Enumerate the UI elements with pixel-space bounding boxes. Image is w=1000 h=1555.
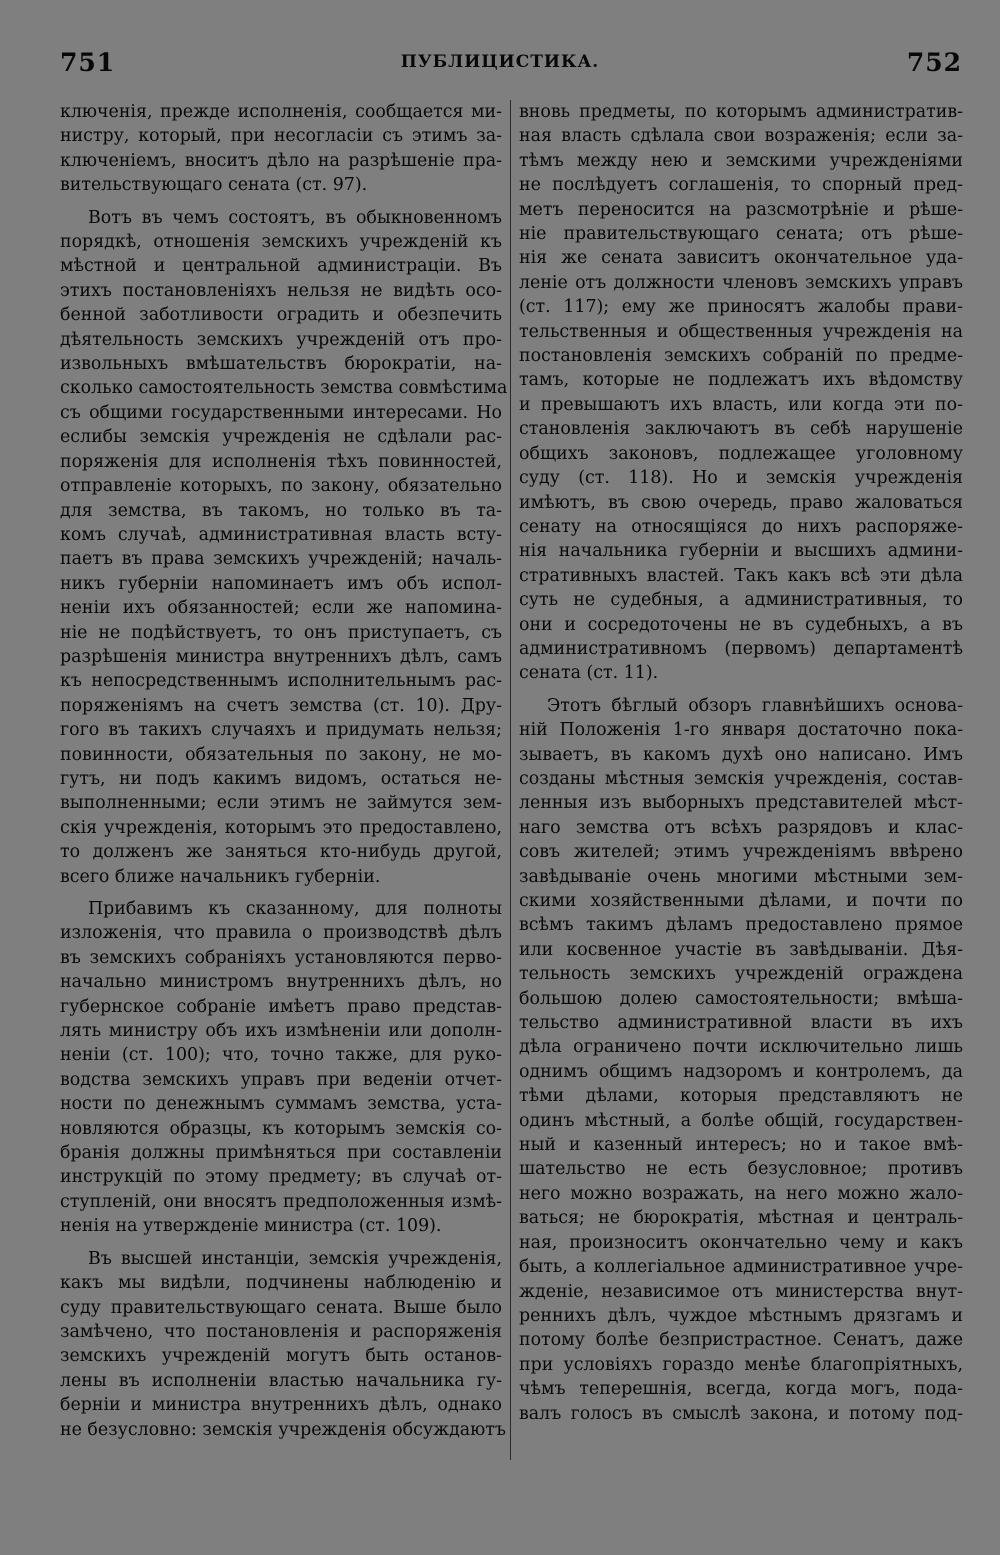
text-line: Прибавимъ къ сказанному, для полноты xyxy=(88,899,502,919)
text-line: гутъ, ни подъ какимъ видомъ, остаться не- xyxy=(60,768,502,789)
paragraph-gap xyxy=(519,686,963,694)
text-line: зываетъ, въ какомъ духѣ оно написано. Имъ xyxy=(519,744,963,765)
text-line: становленія заключаютъ въ себѣ нарушеніе xyxy=(519,419,963,440)
text-line: сенату на относящіяся до нихъ распоряже- xyxy=(519,516,963,537)
text-line: ная власть сдѣлала свои возраженія; если за- xyxy=(519,126,963,147)
text-line: выполненными; если этимъ не займутся зем- xyxy=(60,793,502,814)
text-line: изложенія, что правила о производствѣ дѣлъ xyxy=(60,923,502,944)
text-line: новляются образцы, къ которымъ земскія со- xyxy=(60,1118,502,1139)
text-line: вновь предметы, по которымъ административ- xyxy=(519,102,963,122)
text-line: суду правительствующаго сената. Выше было xyxy=(60,1297,502,1318)
text-line: административномъ (первомъ) департаментѣ xyxy=(519,638,963,659)
text-line: мѣстной и центральной администраціи. Въ xyxy=(60,256,502,277)
left-text-column xyxy=(60,100,508,1442)
text-line: берніи и министра внутреннихъ дѣлъ, однако xyxy=(60,1395,502,1416)
text-line: лены въ исполненіи властью начальника гу- xyxy=(60,1370,502,1391)
text-line: нистру, который, при несогласіи съ этимъ за- xyxy=(60,126,502,147)
text-line: леніе отъ должности членовъ земскихъ управъ xyxy=(519,272,963,293)
text-line: всѣмъ такимъ дѣламъ предоставлено прямое xyxy=(519,915,963,936)
running-title: ПУБЛИЦИСТИКА. xyxy=(400,52,600,72)
text-line: земскихъ учрежденій могутъ быть останов- xyxy=(60,1346,502,1367)
text-line: тельственныя и общественныя учрежденія на xyxy=(519,321,963,342)
paragraph-gap xyxy=(60,889,502,897)
right-text-column xyxy=(519,100,963,1426)
text-line: ключенія, прежде исполненія, сообщается ми- xyxy=(60,102,502,122)
text-line: стративныхъ властей. Такъ какъ всѣ эти дѣла xyxy=(519,565,963,586)
text-line: быть, а коллегіальное административное учре- xyxy=(519,1257,963,1278)
text-line: вительствующаго сената (ст. 97). xyxy=(60,175,368,196)
text-line: этихъ постановленіяхъ нельзя не видѣть осо- xyxy=(60,280,502,301)
text-line: сколько самостоятельность земства совмѣстима xyxy=(60,378,508,399)
text-line: тамъ, которые не подлежатъ ихъ вѣдомству xyxy=(519,370,963,391)
text-line: имѣютъ, въ свою очередь, право жаловаться xyxy=(519,492,963,513)
text-line: скими хозяйственными дѣлами, и почти по xyxy=(519,891,963,911)
text-line: не послѣдуетъ соглашенія, то спорный пред- xyxy=(519,175,963,196)
text-line: тѣмъ между нею и земскими учрежденіями xyxy=(519,150,963,171)
text-line: всего ближе начальникъ губерніи. xyxy=(60,866,381,887)
text-line: повинности, обязательныя по закону, не мо- xyxy=(60,744,502,765)
text-line: губернское собраніе имѣетъ право представ- xyxy=(60,996,502,1017)
text-line: метъ переносится на разсмотрѣніе и рѣше- xyxy=(519,199,963,220)
text-line: суду (ст. 118). Но и земскія учрежденія xyxy=(519,468,963,489)
text-line: они и сосредоточены не въ судебныхъ, а въ xyxy=(519,614,963,635)
text-line: общихъ законовъ, подлежащее уголовному xyxy=(519,443,963,464)
text-line: какъ мы видѣли, подчинены наблюденію и xyxy=(60,1273,502,1294)
page-number-right: 752 xyxy=(906,48,962,77)
text-line: совъ жителей; этимъ учрежденіямъ ввѣрено xyxy=(519,842,963,863)
text-line: комъ случаѣ, административная власть всту- xyxy=(60,524,502,545)
text-line: для земства, въ такомъ, но только въ та- xyxy=(60,500,502,521)
text-line: паетъ въ права земскихъ учрежденій; началь- xyxy=(60,549,502,570)
text-line: ваться; не бюрократія, мѣстная и централь- xyxy=(519,1208,963,1229)
text-line: ная, произноситъ окончательно чему и какъ xyxy=(519,1232,963,1253)
text-line: начально министромъ внутреннихъ дѣлъ, но xyxy=(60,972,502,993)
text-line: еслибы земскія учрежденія не сдѣлали рас- xyxy=(60,427,502,448)
paragraph-gap xyxy=(60,1239,502,1247)
text-line: чѣмъ теперешнія, всегда, когда могъ, пода- xyxy=(519,1379,963,1400)
text-line: водства земскихъ управъ при веденіи отчет- xyxy=(60,1069,502,1090)
text-line: нія же сената зависитъ окончательное уда- xyxy=(519,248,963,269)
text-line: созданы мѣстныя земскія учрежденія, состав- xyxy=(519,768,963,789)
text-line: порядкѣ, отношенія земскихъ учрежденій къ xyxy=(60,232,502,253)
text-line: валъ голосъ въ смыслѣ закона, и потому под- xyxy=(519,1403,963,1424)
text-line: не безусловно: земскія учрежденія обсуждаютъ xyxy=(60,1419,506,1440)
text-line: бранія должны примѣняться при составленіи xyxy=(60,1143,502,1164)
text-line: извольныхъ вмѣшательствъ бюрократіи, на- xyxy=(60,354,502,375)
text-line: поряженія для исполненія тѣхъ повинностей, xyxy=(60,451,502,472)
paragraph-gap xyxy=(60,198,502,206)
text-line: замѣчено, что постановленія и распоряженія xyxy=(60,1321,502,1342)
text-line: или косвенное участіе въ завѣдываніи. Дѣя- xyxy=(519,939,963,960)
text-line: инструкцій по этому предмету; въ случаѣ от- xyxy=(60,1167,502,1188)
text-line: при условіяхъ гораздо менѣе благопріятныхъ, xyxy=(519,1354,963,1375)
text-line: ленныя изъ выборныхъ представителей мѣст- xyxy=(519,793,963,814)
text-line: неніи (ст. 100); что, точно также, для руко- xyxy=(60,1045,502,1066)
text-line: скія учрежденія, которымъ это предоставлено, xyxy=(60,817,502,838)
text-line: наго земства отъ всѣхъ разрядовъ и клас- xyxy=(519,817,963,838)
text-line: къ непосредственнымъ исполнительнымъ рас- xyxy=(60,671,502,692)
text-line: разрѣшенія министра внутреннихъ дѣлъ, самъ xyxy=(60,646,502,667)
text-line: ніе не подѣйствуетъ, то онъ приступаетъ, съ xyxy=(60,622,502,643)
text-line: шательство не есть безусловное; противъ xyxy=(519,1159,963,1180)
text-line: никъ губерніи напоминаетъ имъ объ испол- xyxy=(60,573,502,594)
page-number-left: 751 xyxy=(60,48,116,77)
text-line: ключеніемъ, вноситъ дѣло на разрѣшеніе пра- xyxy=(60,150,502,171)
text-line: въ земскихъ собраніяхъ установляются перво- xyxy=(60,947,502,968)
text-line: потому болѣе безпристрастное. Сенатъ, даже xyxy=(519,1330,963,1351)
text-line: одинъ мѣстный, а болѣе общій, государствен- xyxy=(519,1110,963,1131)
text-line: большою долею самостоятельности; вмѣша- xyxy=(519,988,963,1009)
text-line: ности по денежнымъ суммамъ земства, уста- xyxy=(60,1094,502,1115)
text-line: ній Положенія 1-го января достаточно пока- xyxy=(519,720,963,741)
text-line: лять министру объ ихъ измѣненіи или дополн- xyxy=(60,1021,502,1042)
text-line: реннихъ дѣлъ, чуждое мѣстнымъ дрязгамъ и xyxy=(519,1305,963,1326)
text-line: нія начальника губерніи и высшихъ админи- xyxy=(519,541,963,562)
text-line: ступленій, они вносятъ предположенныя измѣ- xyxy=(60,1191,502,1212)
text-line: (ст. 117); ему же приносятъ жалобы прави- xyxy=(519,297,963,318)
text-line: и превышаютъ ихъ власть, или когда эти по- xyxy=(519,394,963,415)
text-line: жденіе, независимое отъ министерства внут- xyxy=(519,1281,963,1302)
text-line: дѣятельность земскихъ учрежденій отъ про- xyxy=(60,329,502,350)
text-line: суть не судебныя, а административныя, то xyxy=(519,590,963,611)
text-line: него можно возражать, на него можно жало- xyxy=(519,1183,963,1204)
text-line: сената (ст. 11). xyxy=(519,663,659,684)
text-line: Вотъ въ чемъ состоятъ, въ обыкновенномъ xyxy=(88,207,502,228)
text-line: отправленіе которыхъ, по закону, обязательно xyxy=(60,476,502,497)
text-line: Этотъ бѣглый обзоръ главнѣйшихъ основа- xyxy=(547,695,963,716)
text-line: однимъ общимъ надзоромъ и контролемъ, да xyxy=(519,1061,963,1082)
text-line: ненія на утвержденіе министра (ст. 109). xyxy=(60,1216,442,1237)
text-line: неніи ихъ обязанностей; если же напомина- xyxy=(60,598,502,619)
text-line: бенной заботливости оградить и обезпечить xyxy=(60,305,502,326)
text-line: постановленія земскихъ собраній по предме- xyxy=(519,346,963,367)
text-line: съ общими государственными интересами. Но xyxy=(60,402,502,423)
page-header xyxy=(0,48,1000,82)
text-line: поряженіямъ на счетъ земства (ст. 10). Дру- xyxy=(60,695,502,716)
column-divider xyxy=(510,100,511,1460)
text-line: тѣми дѣлами, которыя представляютъ не xyxy=(519,1086,963,1107)
text-line: гого въ такихъ случаяхъ и придумать нельзя; xyxy=(60,720,502,741)
text-line: тельство административной власти въ ихъ xyxy=(519,1013,963,1034)
text-line: тельность земскихъ учрежденій ограждена xyxy=(519,964,963,985)
text-line: Въ высшей инстанціи, земскія учрежденія, xyxy=(88,1248,502,1269)
text-line: то долженъ же заняться кто-нибудь другой, xyxy=(60,842,502,863)
text-line: завѣдываніе очень многими мѣстными зем- xyxy=(519,866,963,887)
text-line: ный и казенный интересъ; но и такое вмѣ- xyxy=(519,1135,963,1156)
text-line: ніе правительствующаго сената; отъ рѣше- xyxy=(519,224,963,245)
text-line: дѣла ограничено почти исключительно лишь xyxy=(519,1037,963,1058)
